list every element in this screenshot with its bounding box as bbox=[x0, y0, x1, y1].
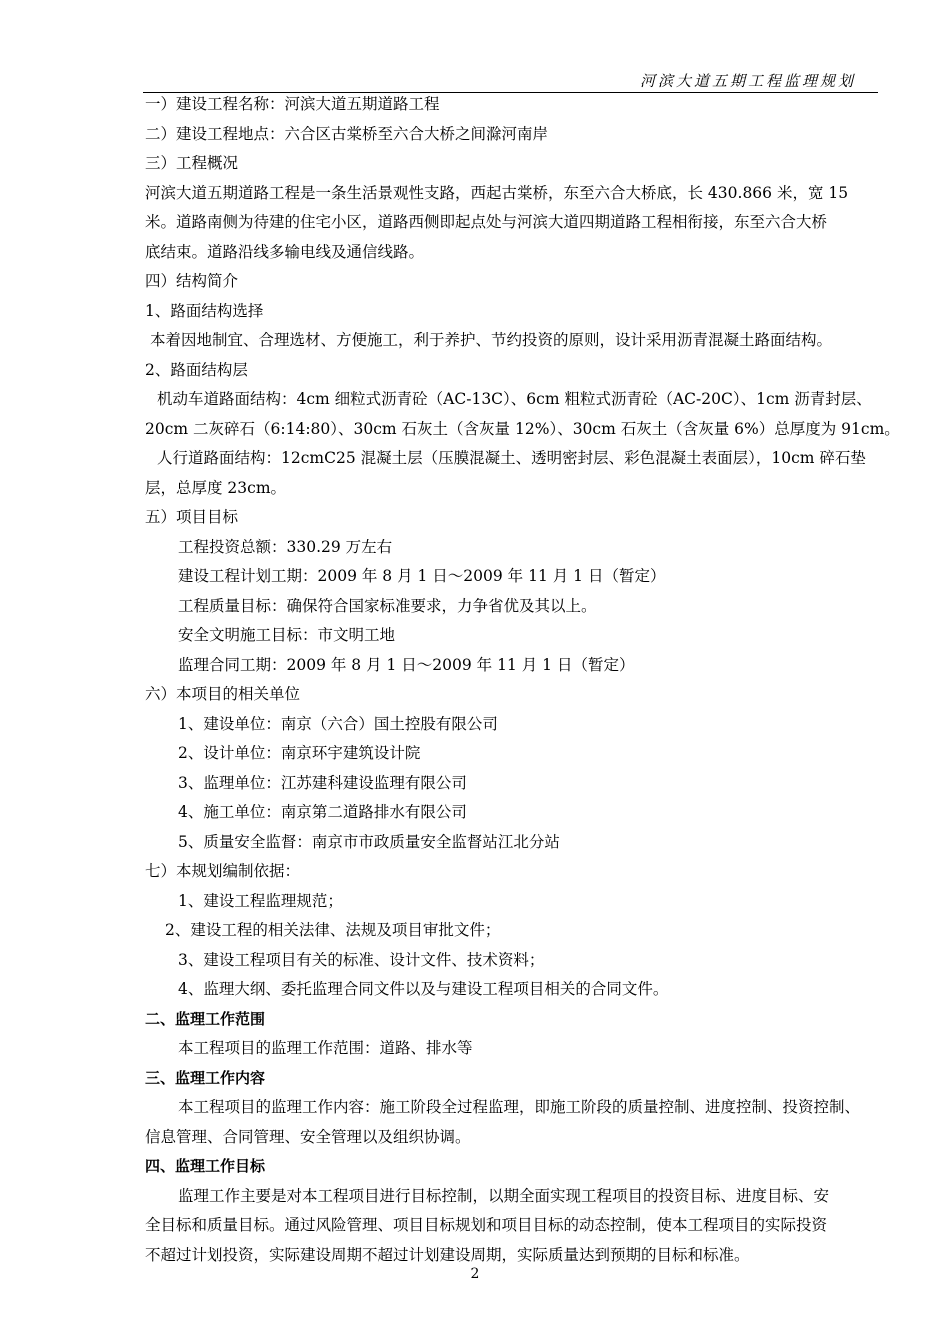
overview-line: 底结束。道路沿线多输电线及通信线路。 bbox=[145, 242, 425, 261]
project-name: 一）建设工程名称：河滨大道五期道路工程 bbox=[145, 95, 440, 113]
structure-choice-text: 本着因地制宜、合理选材、方便施工，利于养护、节约投资的原则，设计采用沥青混凝土路面结构。 bbox=[150, 331, 833, 349]
target-line: 不超过计划投资，实际建设周期不超过计划建设周期，实际质量达到预期的目标和标准。 bbox=[145, 1245, 750, 1264]
overview-line: 河滨大道五期道路工程是一条生活景观性支路，西起古棠桥，东至六合大桥底，长 430.866 米，宽 15 bbox=[145, 183, 849, 202]
unit-item: 4、施工单位：南京第二道路排水有限公司 bbox=[178, 803, 467, 821]
units-heading: 六）本项目的相关单位 bbox=[145, 685, 301, 703]
pedestrian-structure-line: 层，总厚度 23cm。 bbox=[145, 478, 287, 497]
target-heading: 四、监理工作目标 bbox=[145, 1157, 266, 1175]
goal-item: 安全文明施工目标：市文明工地 bbox=[178, 626, 396, 644]
goal-item: 建设工程计划工期：2009 年 8 月 1 日～2009 年 11 月 1 日（暂定） bbox=[178, 567, 666, 585]
unit-item: 1、建设单位：南京（六合）国土控股有限公司 bbox=[178, 714, 498, 733]
scope-heading: 二、监理工作范围 bbox=[145, 1009, 266, 1028]
scope-text: 本工程项目的监理工作范围：道路、排水等 bbox=[178, 1039, 473, 1057]
unit-item: 3、监理单位：江苏建科建设监理有限公司 bbox=[178, 773, 467, 792]
goals-heading: 五）项目目标 bbox=[145, 508, 239, 526]
goal-item: 工程投资总额：330.29 万左右 bbox=[178, 537, 393, 556]
overview-line: 米。道路南侧为待建的住宅小区，道路西侧即起点处与河滨大道四期道路工程相衔接，东至六合大桥 bbox=[145, 213, 828, 231]
goal-item: 监理合同工期：2009 年 8 月 1 日～2009 年 11 月 1 日（暂定） bbox=[178, 655, 635, 674]
goal-item: 工程质量目标：确保符合国家标准要求，力争省优及其以上。 bbox=[178, 596, 597, 615]
structure-subheading: 1、路面结构选择 bbox=[145, 301, 264, 320]
header-title: 河滨大道五期工程监理规划 bbox=[639, 72, 856, 90]
basis-item: 3、建设工程项目有关的标准、设计文件、技术资料； bbox=[178, 950, 545, 969]
basis-item: 1、建设工程监理规范； bbox=[178, 891, 343, 910]
overview-heading: 三）工程概况 bbox=[145, 154, 239, 172]
basis-item: 2、建设工程的相关法律、法规及项目审批文件； bbox=[165, 921, 501, 939]
content-line: 本工程项目的监理工作内容：施工阶段全过程监理，即施工阶段的质量控制、进度控制、投资控制、 bbox=[178, 1098, 861, 1116]
unit-item: 5、质量安全监督：南京市市政质量安全监督站江北分站 bbox=[178, 832, 560, 851]
unit-item: 2、设计单位：南京环宇建筑设计院 bbox=[178, 744, 421, 762]
target-line: 监理工作主要是对本工程项目进行目标控制，以期全面实现工程项目的投资目标、进度目标、安 bbox=[178, 1186, 830, 1205]
vehicle-structure-line: 20cm 二灰碎石（6:14:80）、30cm 石灰土（含灰量 12%）、30cm 石灰土（含灰量 6%）总厚度为 91cm。 bbox=[145, 419, 900, 438]
structure-subheading: 2、路面结构层 bbox=[145, 360, 248, 379]
page-header bbox=[143, 66, 878, 93]
basis-item: 4、监理大纲、委托监理合同文件以及与建设工程项目相关的合同文件。 bbox=[178, 980, 669, 998]
project-location: 二）建设工程地点：六合区古棠桥至六合大桥之间滁河南岸 bbox=[145, 124, 549, 143]
structure-heading: 四）结构简介 bbox=[145, 272, 239, 290]
content-line: 信息管理、合同管理、安全管理以及组织协调。 bbox=[145, 1127, 471, 1146]
page-number: 2 bbox=[470, 1266, 480, 1282]
document-body bbox=[145, 90, 900, 1270]
pedestrian-structure-line: 人行道路面结构：12cmC25 混凝土层（压膜混凝土、透明密封层、彩色混凝土表面层），10cm 碎石垫 bbox=[157, 449, 866, 467]
basis-heading: 七）本规划编制依据： bbox=[145, 862, 301, 880]
content-heading: 三、监理工作内容 bbox=[145, 1068, 266, 1087]
vehicle-structure-line: 机动车道路面结构：4cm 细粒式沥青砼（AC-13C）、6cm 粗粒式沥青砼（AC-20C）、1cm 沥青封层、 bbox=[157, 390, 872, 408]
target-line: 全目标和质量目标。通过风险管理、项目目标规划和项目目标的动态控制，使本工程项目的实际投资 bbox=[145, 1216, 828, 1234]
